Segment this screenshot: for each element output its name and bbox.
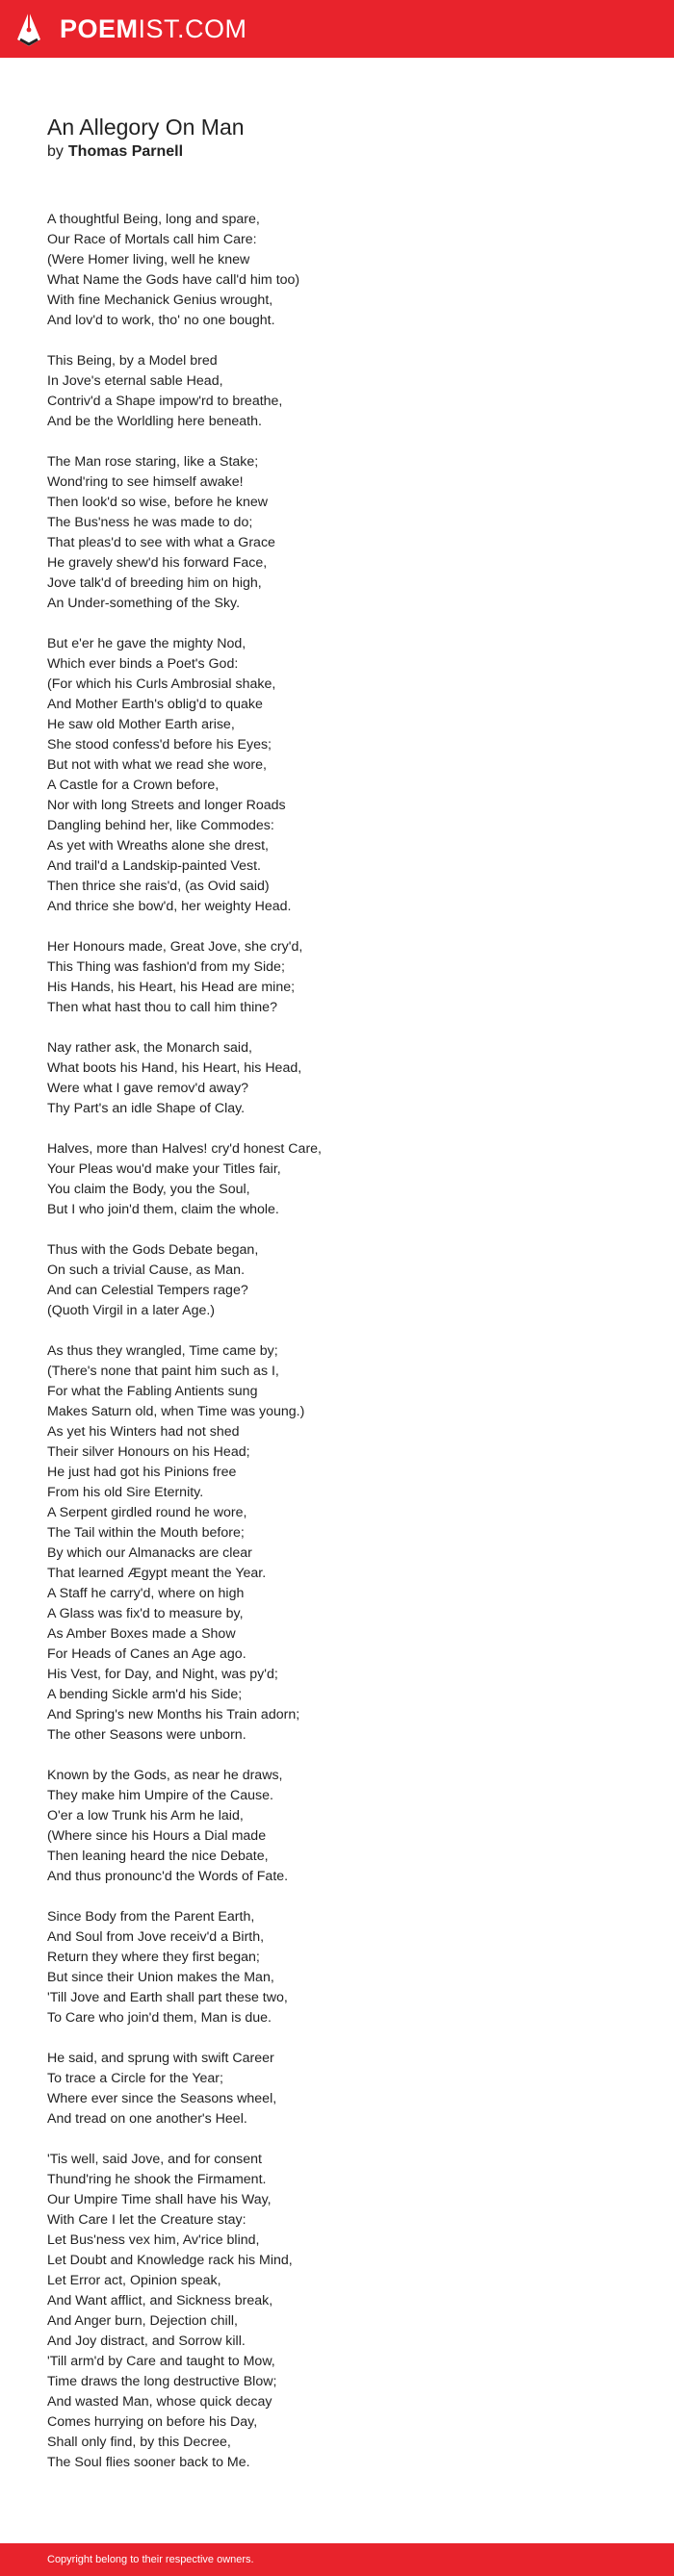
poem-line: To trace a Circle for the Year;: [47, 2071, 223, 2086]
poem-line: Their silver Honours on his Head;: [47, 1444, 250, 1460]
poem-line: He just had got his Pinions free: [47, 1465, 237, 1480]
poem-line: (There's none that paint him such as I,: [47, 1364, 279, 1379]
poem-line: And Soul from Jove receiv'd a Birth,: [47, 1929, 265, 1945]
poem-line: And tread on one another's Heel.: [47, 2111, 247, 2127]
poem-line: And wasted Man, whose quick decay: [47, 2394, 272, 2410]
poem-line: And trail'd a Landskip-painted Vest.: [47, 858, 261, 874]
poem-line: They make him Umpire of the Cause.: [47, 1788, 273, 1803]
poem-line: She stood confess'd before his Eyes;: [47, 737, 272, 752]
poem-line: What Name the Gods have call'd him too): [47, 272, 300, 288]
poem-line: As yet his Winters had not shed: [47, 1424, 240, 1440]
poem-line: A bending Sickle arm'd his Side;: [47, 1687, 243, 1702]
poem-line: (Were Homer living, well he knew: [47, 252, 250, 268]
byline: [47, 141, 183, 163]
poem-line: Your Pleas wou'd make your Titles fair,: [47, 1161, 281, 1177]
poem-line: And Anger burn, Dejection chill,: [47, 2313, 238, 2329]
stanza: [47, 937, 322, 1018]
stanza: [47, 1341, 322, 1746]
stanza: [47, 1240, 322, 1321]
stanza: [47, 1038, 322, 1119]
poem-line: By which our Almanacks are clear: [47, 1545, 252, 1561]
poem-line: Then thrice she rais'd, (as Ovid said): [47, 879, 270, 894]
poem-line: But I who join'd them, claim the whole.: [47, 1202, 279, 1217]
poem-line: Dangling behind her, like Commodes:: [47, 818, 274, 833]
site-logo[interactable]: [60, 13, 247, 45]
poem-line: The other Seasons were unborn.: [47, 1727, 246, 1743]
poem-line: From his old Sire Eternity.: [47, 1485, 204, 1500]
poem-line: You claim the Body, you the Soul,: [47, 1182, 250, 1197]
poem-line: This Being, by a Model bred: [47, 353, 218, 369]
poem-line: And be the Worldling here beneath.: [47, 414, 262, 429]
poem-line: Her Honours made, Great Jove, she cry'd,: [47, 939, 303, 955]
poem-line: 'Till Jove and Earth shall part these two,: [47, 1990, 288, 2005]
poem-line: But not with what we read she wore,: [47, 757, 267, 773]
poem-line: But e'er he gave the mighty Nod,: [47, 636, 246, 651]
logo-light-text: IST.COM: [138, 14, 247, 43]
poem-line: And Joy distract, and Sorrow kill.: [47, 2334, 246, 2349]
poem-line: Wond'ring to see himself awake!: [47, 474, 244, 490]
copyright-text: Copyright belong to their respective owners.: [47, 2554, 254, 2565]
poem-line: His Hands, his Heart, his Head are mine;: [47, 980, 296, 995]
poem-line: Nay rather ask, the Monarch said,: [47, 1040, 252, 1056]
poem-line: Let Bus'ness vex him, Av'rice blind,: [47, 2232, 260, 2248]
poem-line: In Jove's eternal sable Head,: [47, 373, 223, 389]
poem-line: But since their Union makes the Man,: [47, 1970, 274, 1985]
stanza: [47, 452, 322, 614]
poem-line: 'Tis well, said Jove, and for consent: [47, 2152, 262, 2167]
poem-line: As thus they wrangled, Time came by;: [47, 1343, 278, 1359]
poem-title: An Allegory On Man: [47, 115, 245, 140]
poem-line: He gravely shew'd his forward Face,: [47, 555, 268, 571]
stanza: [47, 634, 322, 917]
poem-line: With Care I let the Creature stay:: [47, 2212, 246, 2228]
poem-line: The Man rose staring, like a Stake;: [47, 454, 259, 470]
site-footer: [0, 2543, 674, 2576]
site-header: [0, 0, 674, 58]
poem-line: Where ever since the Seasons wheel,: [47, 2091, 277, 2106]
poem-line: He said, and sprung with swift Career: [47, 2051, 274, 2066]
poem-line: What boots his Hand, his Heart, his Head,: [47, 1060, 302, 1076]
poem-line: That learned Ægypt meant the Year.: [47, 1566, 267, 1581]
poem-line: Were what I gave remov'd away?: [47, 1081, 249, 1096]
poem-line: Comes hurrying on before his Day,: [47, 2414, 258, 2430]
poem-line: Return they where they first began;: [47, 1950, 260, 1965]
stanza: [47, 210, 322, 331]
poem-line: Which ever binds a Poet's God:: [47, 656, 239, 672]
author-link[interactable]: Thomas Parnell: [67, 143, 184, 160]
poem-line: As yet with Wreaths alone she drest,: [47, 838, 269, 854]
poem-line: Our Umpire Time shall have his Way,: [47, 2192, 272, 2207]
poem-line: A Castle for a Crown before,: [47, 778, 220, 793]
by-label: by: [47, 143, 64, 160]
poem-line: And can Celestial Tempers rage?: [47, 1283, 248, 1298]
poem-line: Nor with long Streets and longer Roads: [47, 798, 286, 813]
poem-line: Contriv'd a Shape impow'rd to breathe,: [47, 394, 283, 409]
poem-line: This Thing was fashion'd from my Side;: [47, 959, 285, 975]
poem-line: Since Body from the Parent Earth,: [47, 1909, 255, 1925]
poem-line: Makes Saturn old, when Time was young.): [47, 1404, 305, 1419]
poem-line: And Spring's new Months his Train adorn;: [47, 1707, 300, 1722]
poem-line: And Want afflict, and Sickness break,: [47, 2293, 273, 2308]
poem-line: Then what hast thou to call him thine?: [47, 1000, 277, 1015]
poem-line: (For which his Curls Ambrosial shake,: [47, 676, 276, 692]
poem-line: That pleas'd to see with what a Grace: [47, 535, 275, 550]
stanza: [47, 1139, 322, 1220]
poem-line: Our Race of Mortals call him Care:: [47, 232, 257, 247]
poem-line: His Vest, for Day, and Night, was py'd;: [47, 1667, 278, 1682]
poem-line: As Amber Boxes made a Show: [47, 1626, 236, 1642]
poem-body: [47, 210, 322, 2493]
poem-line: Thus with the Gods Debate began,: [47, 1242, 259, 1258]
stanza: [47, 351, 322, 432]
poem-line: And lov'd to work, tho' no one bought.: [47, 313, 275, 328]
poem-line: And thus pronounc'd the Words of Fate.: [47, 1869, 289, 1884]
poem-line: Thund'ring he shook the Firmament.: [47, 2172, 267, 2187]
poem-line: Let Error act, Opinion speak,: [47, 2273, 221, 2288]
poem-line: A Serpent girdled round he wore,: [47, 1505, 247, 1520]
poem-line: To Care who join'd them, Man is due.: [47, 2010, 272, 2026]
poem-line: A Staff he carry'd, where on high: [47, 1586, 245, 1601]
poem-line: 'Till arm'd by Care and taught to Mow,: [47, 2354, 275, 2369]
poem-line: O'er a low Trunk his Arm he laid,: [47, 1808, 244, 1824]
pen-nib-logo-icon[interactable]: [16, 11, 41, 47]
poem-line: Halves, more than Halves! cry'd honest Care,: [47, 1141, 323, 1157]
poem-line: Time draws the long destructive Blow;: [47, 2374, 277, 2389]
poem-line: And Mother Earth's oblig'd to quake: [47, 697, 263, 712]
poem-line: (Quoth Virgil in a later Age.): [47, 1303, 216, 1318]
poem-line: Jove talk'd of breeding him on high,: [47, 575, 262, 591]
poem-line: A Glass was fix'd to measure by,: [47, 1606, 244, 1621]
stanza: [47, 2150, 322, 2473]
poem-line: And thrice she bow'd, her weighty Head.: [47, 899, 292, 914]
stanza: [47, 1766, 322, 1887]
poem-line: Known by the Gods, as near he draws,: [47, 1768, 283, 1783]
poem-line: For what the Fabling Antients sung: [47, 1384, 258, 1399]
poem-line: Then look'd so wise, before he knew: [47, 495, 269, 510]
stanza: [47, 1907, 322, 2028]
poem-line: Thy Part's an idle Shape of Clay.: [47, 1101, 246, 1116]
poem-line: On such a trivial Cause, as Man.: [47, 1262, 246, 1278]
poem-line: Then leaning heard the nice Debate,: [47, 1849, 269, 1864]
poem-line: He saw old Mother Earth arise,: [47, 717, 235, 732]
poem-line: With fine Mechanick Genius wrought,: [47, 293, 273, 308]
poem-line: Shall only find, by this Decree,: [47, 2435, 231, 2450]
poem-line: (Where since his Hours a Dial made: [47, 1828, 267, 1844]
poem-line: The Soul flies sooner back to Me.: [47, 2455, 250, 2470]
logo-bold-text: POEM: [60, 14, 139, 43]
poem-line: Let Doubt and Knowledge rack his Mind,: [47, 2253, 293, 2268]
poem-line: A thoughtful Being, long and spare,: [47, 212, 260, 227]
poem-line: An Under-something of the Sky.: [47, 596, 241, 611]
poem-line: The Bus'ness he was made to do;: [47, 515, 253, 530]
poem-line: The Tail within the Mouth before;: [47, 1525, 245, 1541]
stanza: [47, 2049, 322, 2130]
poem-line: For Heads of Canes an Age ago.: [47, 1646, 246, 1662]
